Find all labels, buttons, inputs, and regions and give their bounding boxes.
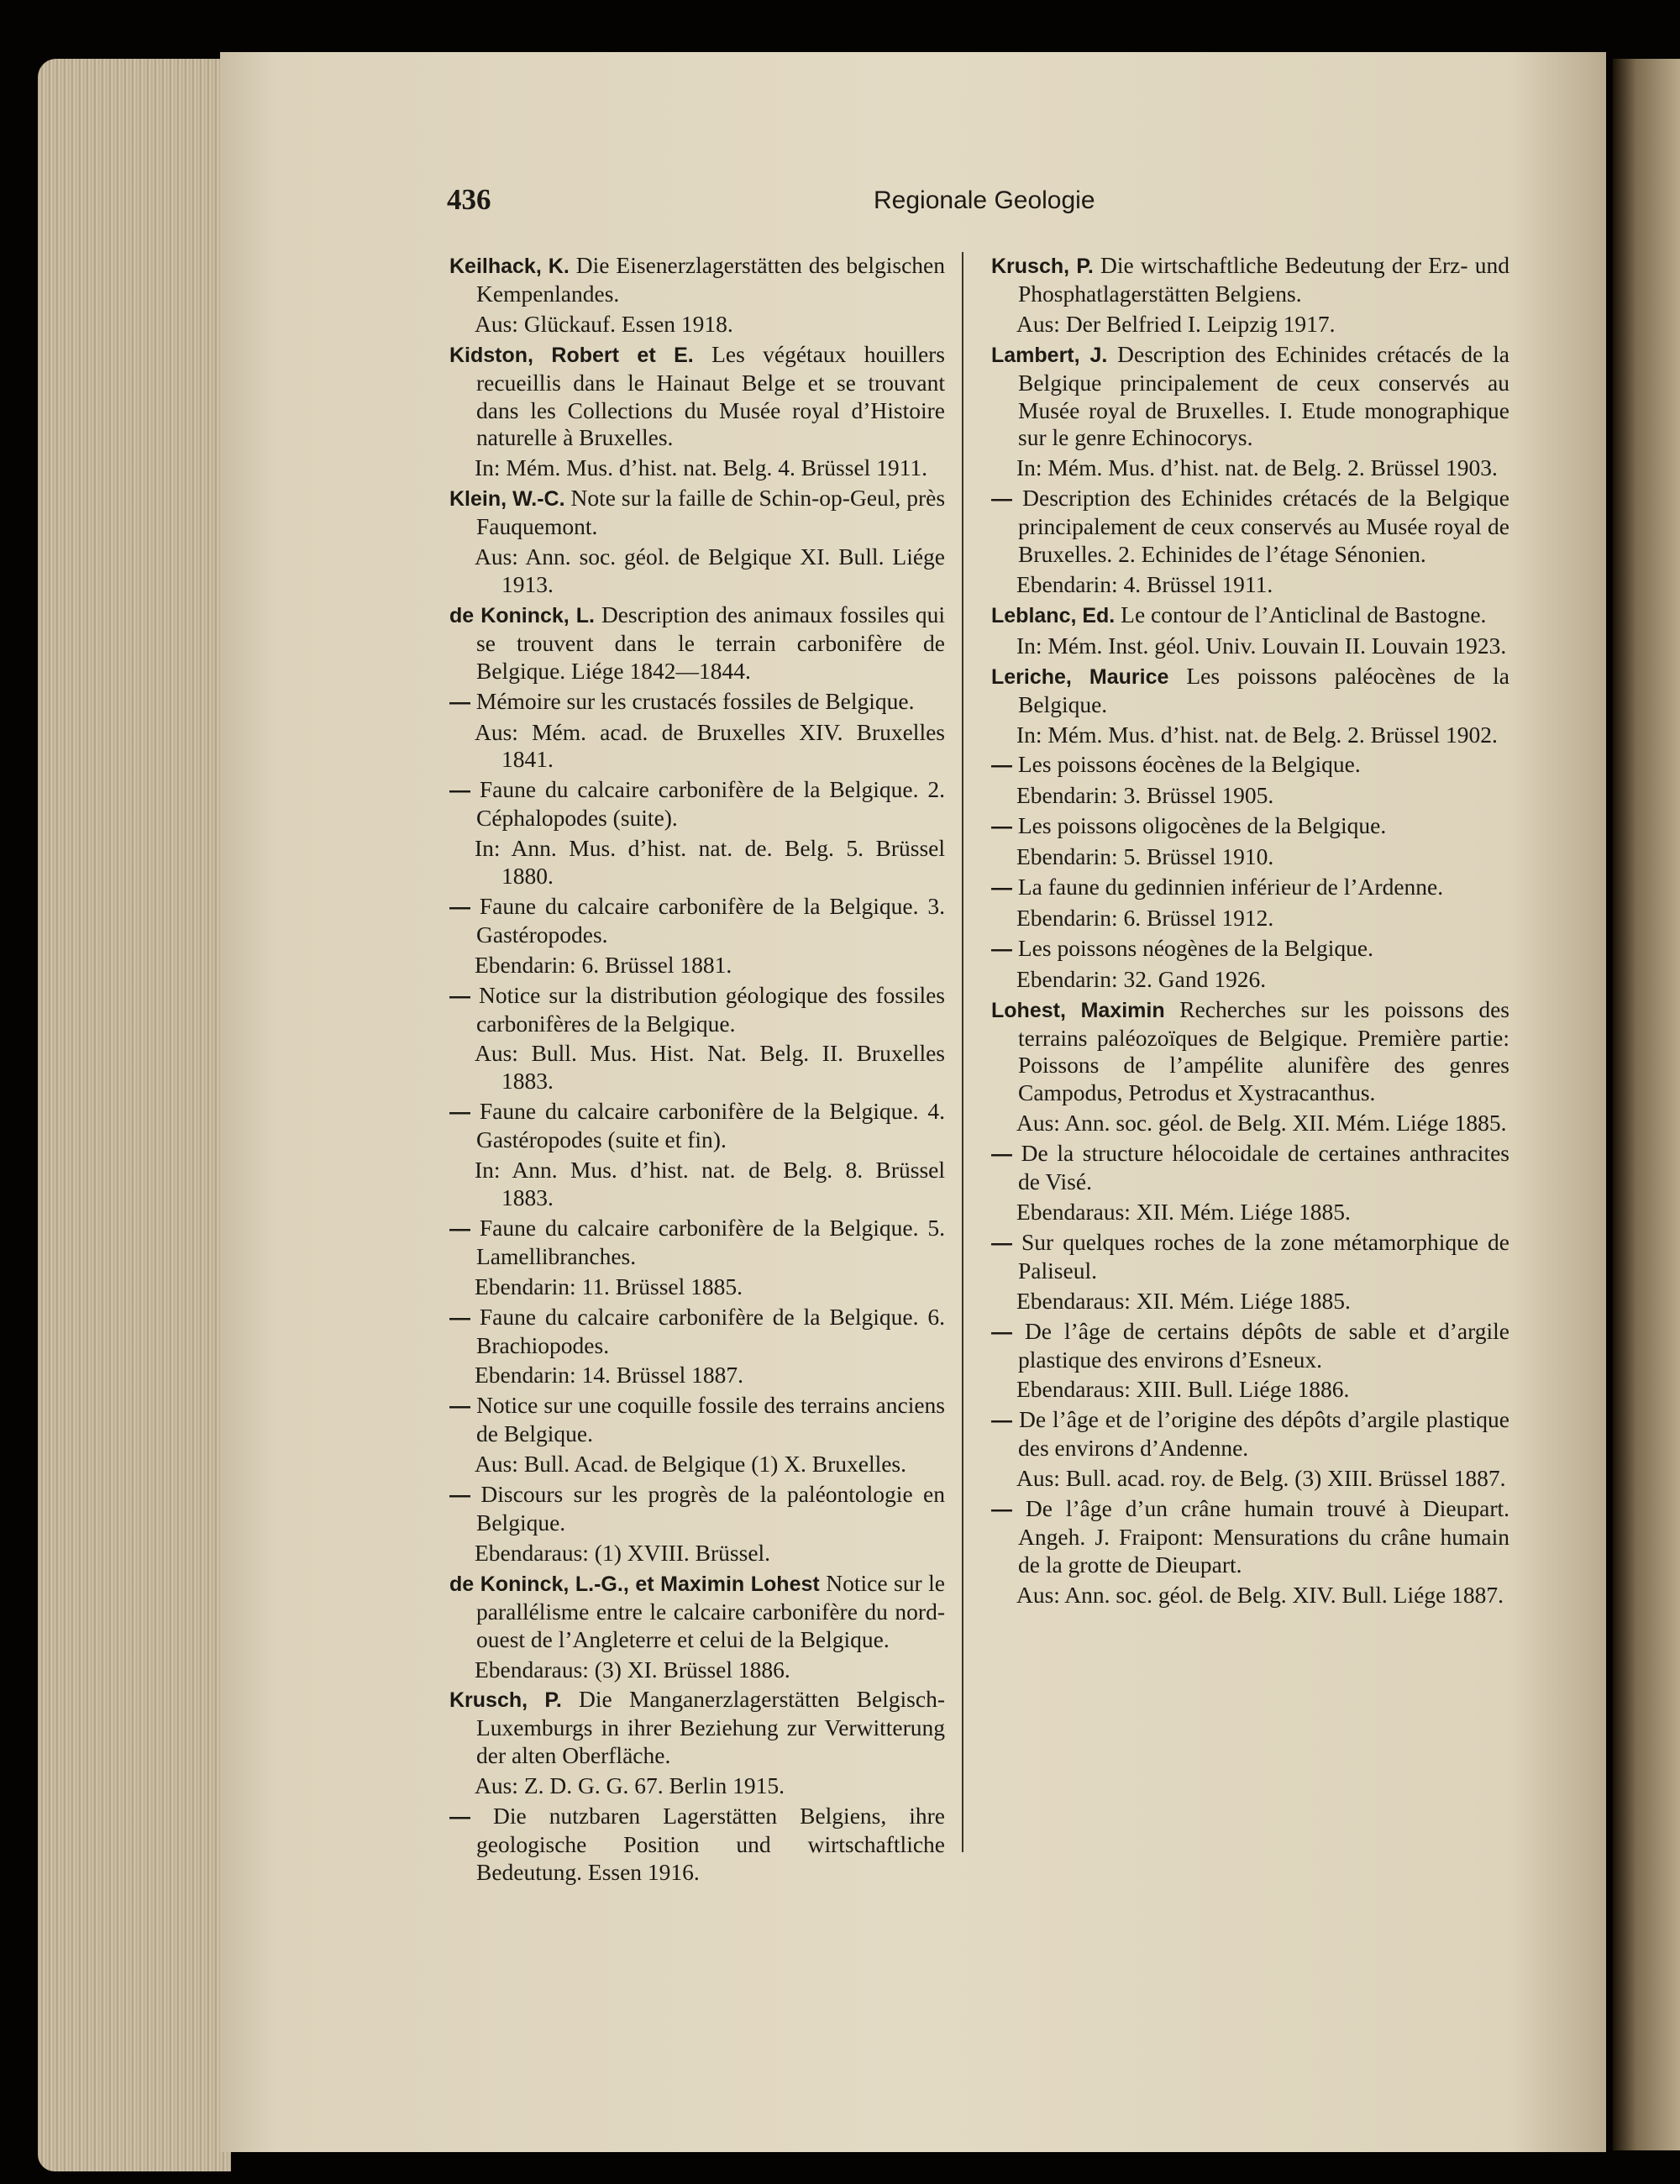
entry-title: Discours sur les progrès de la paléontologie en Belgique. bbox=[476, 1481, 946, 1536]
entry-author: Keilhack, K. bbox=[449, 255, 570, 278]
entry-author: Lohest, Maximin bbox=[991, 998, 1165, 1022]
entry-author: — bbox=[449, 1483, 470, 1508]
entry-title: De la structure hélocoidale de certaines anthracites de Visé. bbox=[1018, 1140, 1510, 1195]
entry-author: — bbox=[449, 1100, 470, 1125]
bibliography-entry bbox=[449, 485, 945, 541]
bibliography-entry bbox=[449, 252, 945, 308]
entry-author: — bbox=[449, 1216, 470, 1241]
entry-author: de Koninck, L. bbox=[449, 603, 595, 627]
entry-author: — bbox=[449, 1394, 470, 1419]
entry-source: Aus: Der Belfried I. Leipzig 1917. bbox=[1016, 310, 1336, 337]
column-divider bbox=[962, 252, 963, 1852]
entry-title: Notice sur une coquille fossile des terrains anciens de Belgique. bbox=[476, 1392, 946, 1447]
book-page-edges bbox=[38, 59, 231, 2171]
entry-title: Description des Echinides crétacés de la Belgique principalement de ceux conservés au Musée royal de Bruxelles. 2. Echinides de l’étage Sénonien. bbox=[1018, 485, 1509, 568]
entry-source: Aus: Ann. soc. géol. de Belg. XIV. Bull. Liége 1887. bbox=[1016, 1581, 1504, 1608]
entry-source: In: Ann. Mus. d’hist. nat. de Belg. 8. Brüssel 1883. bbox=[475, 1157, 945, 1210]
entry-source: Ebendaraus: XII. Mém. Liége 1885. bbox=[1016, 1199, 1351, 1225]
entry-author: — bbox=[991, 815, 1012, 839]
entry-source: Ebendaraus: XII. Mém. Liége 1885. bbox=[1016, 1287, 1351, 1314]
bibliography-entry bbox=[449, 1570, 945, 1654]
bibliography-entry bbox=[991, 935, 1509, 963]
entry-source: Aus: Mém. acad. de Bruxelles XIV. Bruxelles 1841. bbox=[475, 718, 945, 773]
entry-title: Les poissons éocènes de la Belgique. bbox=[1017, 751, 1361, 778]
bibliography-entry bbox=[991, 751, 1509, 780]
entry-author: — bbox=[449, 895, 470, 919]
entry-title: Die nutzbaren Lagerstätten Belgiens, ihre geologische Position und wirtschaftliche Bedeutung. Essen 1916. bbox=[476, 1803, 946, 1885]
entry-title: De l’âge d’un crâne humain trouvé à Dieupart. Angeh. J. Fraipont: Mensurations du crâne humain de la grotte de Dieupart. bbox=[1018, 1495, 1509, 1578]
entry-title: Die Eisenerzlagerstätten des belgischen Kempenlandes. bbox=[476, 252, 945, 307]
entry-title: Faune du calcaire carbonifère de la Belgique. 3. Gastéropodes. bbox=[476, 892, 946, 948]
entry-author: — bbox=[449, 779, 470, 803]
entry-author: Kidston, Robert et E. bbox=[449, 343, 694, 367]
bibliography-entry bbox=[991, 996, 1509, 1108]
entry-author: — bbox=[991, 876, 1012, 900]
entry-title: La faune du gedinnien inférieur de l’Ardenne. bbox=[1017, 874, 1444, 900]
entry-title: Les poissons néogènes de la Belgique. bbox=[1017, 934, 1373, 961]
entry-author: de Koninck, L.-G., et Maximin Lohest bbox=[449, 1572, 820, 1596]
bibliography-entry bbox=[991, 341, 1509, 453]
entry-title: Die wirtschaftliche Bedeutung der Erz- und Phosphatlagerstätten Belgiens. bbox=[1018, 252, 1509, 307]
bibliography-entry bbox=[449, 341, 945, 453]
bibliography-entry bbox=[991, 1229, 1509, 1285]
entry-title: Les poissons oligocènes de la Belgique. bbox=[1017, 812, 1387, 839]
bibliography-entry bbox=[449, 1098, 945, 1154]
bibliography-entry bbox=[991, 252, 1509, 308]
entry-author: Leriche, Maurice bbox=[991, 664, 1169, 689]
entry-title: Description des Echinides crétacés de la Belgique principalement de ceux conservés au Musée royal de Bruxelles. I. Etude monographique sur le genre Echinocorys. bbox=[1018, 340, 1510, 451]
entry-title: Faune du calcaire carbonifère de la Belgique. 4. Gastéropodes (suite et fin). bbox=[476, 1098, 946, 1153]
bibliography-entry bbox=[449, 1803, 945, 1887]
entry-author: Krusch, P. bbox=[991, 255, 1094, 278]
entry-source: Ebendarin: 6. Brüssel 1912. bbox=[1016, 904, 1274, 931]
entry-source: In: Mém. Inst. géol. Univ. Louvain II. Louvain 1923. bbox=[1016, 632, 1507, 659]
bibliography-entry bbox=[991, 1318, 1509, 1374]
entry-source: Ebendaraus: (3) XI. Brüssel 1886. bbox=[475, 1656, 790, 1683]
entry-source: In: Mém. Mus. d’hist. nat. de Belg. 2. Brüssel 1903. bbox=[1016, 454, 1498, 481]
entry-author: Lambert, J. bbox=[991, 343, 1108, 367]
entry-author: — bbox=[991, 1142, 1012, 1167]
entry-author: — bbox=[449, 984, 470, 1008]
entry-author: — bbox=[449, 1805, 470, 1830]
entry-author: — bbox=[991, 1498, 1012, 1522]
entry-title: Notice sur le parallélisme entre le calcaire carbonifère du nord-ouest de l’Angleterre et celui de la Belgique. bbox=[476, 1569, 945, 1652]
entry-author: — bbox=[991, 753, 1012, 778]
entry-author: — bbox=[991, 1231, 1012, 1255]
entry-source: Aus: Z. D. G. G. 67. Berlin 1915. bbox=[475, 1772, 785, 1799]
entry-source: Ebendarin: 11. Brüssel 1885. bbox=[475, 1273, 743, 1299]
bibliography-entry bbox=[449, 776, 945, 832]
entry-source: In: Mém. Mus. d’hist. nat. Belg. 4. Brüssel 1911. bbox=[475, 454, 928, 481]
bibliography-entry bbox=[449, 688, 945, 717]
bibliography-entry bbox=[449, 1686, 945, 1770]
entry-title: Note sur la faille de Schin-op-Geul, près Fauquemont. bbox=[476, 485, 946, 540]
left-column bbox=[449, 252, 945, 1889]
bibliography-entry bbox=[991, 663, 1509, 719]
entry-source: Ebendarin: 3. Brüssel 1905. bbox=[1016, 782, 1274, 809]
entry-title: Faune du calcaire carbonifère de la Belgique. 6. Brachiopodes. bbox=[476, 1303, 946, 1358]
entry-source: Aus: Ann. soc. géol. de Belg. XII. Mém. Liége 1885. bbox=[1016, 1110, 1507, 1137]
entry-source: Aus: Bull. acad. roy. de Belg. (3) XIII. Brüssel 1887. bbox=[1016, 1465, 1506, 1492]
entry-source: Ebendarin: 5. Brüssel 1910. bbox=[1016, 843, 1274, 870]
bibliography-entry bbox=[991, 874, 1509, 902]
bibliography-entry bbox=[991, 1406, 1509, 1462]
entry-source: Aus: Glückauf. Essen 1918. bbox=[475, 310, 733, 337]
entry-title: Les poissons paléocènes de la Belgique. bbox=[1018, 662, 1509, 717]
entry-source: Aus: Ann. soc. géol. de Belgique XI. Bull. Liége 1913. bbox=[475, 543, 945, 597]
bibliography-entry bbox=[449, 601, 945, 685]
bibliography-entry bbox=[991, 1140, 1509, 1196]
entry-title: Faune du calcaire carbonifère de la Belgique. 5. Lamellibranches. bbox=[476, 1214, 946, 1269]
entry-author: — bbox=[449, 690, 470, 714]
bibliography-entry bbox=[991, 812, 1509, 841]
entry-source: Ebendarin: 32. Gand 1926. bbox=[1016, 965, 1267, 992]
bibliography-entry bbox=[449, 1215, 945, 1271]
entry-title: Recherches sur les poissons des terrains paléozoïques de Belgique. Première partie: Poissons de l’ampélite alunifère des genres Campodus, Petrodus et Xystracanthus. bbox=[1018, 995, 1509, 1106]
bibliography-entry bbox=[991, 1495, 1509, 1579]
right-column bbox=[991, 252, 1509, 1612]
bibliography-entry bbox=[449, 1392, 945, 1448]
facing-page-edge bbox=[1613, 59, 1680, 2150]
bibliography-entry bbox=[449, 982, 945, 1038]
entry-author: — bbox=[991, 1320, 1012, 1344]
entry-source: Ebendaraus: XIII. Bull. Liége 1886. bbox=[1016, 1376, 1350, 1403]
entry-source: Ebendaraus: (1) XVIII. Brüssel. bbox=[475, 1539, 771, 1566]
entry-title: Le contour de l’Anticlinal de Bastogne. bbox=[1121, 601, 1487, 627]
entry-title: Sur quelques roches de la zone métamorphique de Paliseul. bbox=[1018, 1228, 1510, 1284]
entry-title: Les végétaux houillers recueillis dans le Hainaut Belge et se trouvant dans les Collections du Musée royal d’Histoire naturelle à Bruxelles. bbox=[476, 340, 946, 451]
bibliography-entry bbox=[449, 1304, 945, 1360]
entry-author: — bbox=[449, 1305, 470, 1330]
entry-author: — bbox=[991, 487, 1012, 512]
page-number: 436 bbox=[447, 183, 491, 216]
entry-source: Ebendarin: 14. Brüssel 1887. bbox=[475, 1362, 744, 1389]
entry-author: — bbox=[991, 937, 1012, 961]
running-head: Regionale Geologie bbox=[874, 186, 1095, 214]
entry-author: — bbox=[991, 1409, 1012, 1433]
bibliography-entry bbox=[991, 601, 1509, 630]
entry-author: Klein, W.-C. bbox=[449, 487, 565, 512]
bibliography-entry bbox=[449, 893, 945, 949]
entry-source: In: Mém. Mus. d’hist. nat. de Belg. 2. Brüssel 1902. bbox=[1016, 721, 1498, 748]
entry-source: In: Ann. Mus. d’hist. nat. de. Belg. 5. Brüssel 1880. bbox=[475, 835, 945, 890]
bibliography-entry bbox=[991, 485, 1509, 569]
entry-author: Leblanc, Ed. bbox=[991, 603, 1116, 627]
entry-author: Krusch, P. bbox=[449, 1688, 562, 1713]
bibliography-entry bbox=[449, 1481, 945, 1537]
entry-source: Aus: Bull. Mus. Hist. Nat. Belg. II. Bruxelles 1883. bbox=[475, 1040, 945, 1095]
entry-source: Aus: Bull. Acad. de Belgique (1) X. Bruxelles. bbox=[475, 1451, 907, 1478]
entry-title: Notice sur la distribution géologique des fossiles carbonifères de la Belgique. bbox=[476, 981, 946, 1037]
entry-source: Ebendarin: 6. Brüssel 1881. bbox=[475, 951, 732, 978]
entry-title: Die Manganerzlagerstätten Belgisch-Luxemburgs in ihrer Beziehung zur Verwitterung der alten Oberfläche. bbox=[476, 1686, 945, 1769]
entry-source: Ebendarin: 4. Brüssel 1911. bbox=[1016, 570, 1273, 597]
entry-title: Description des animaux fossiles qui se trouvent dans le terrain carbonifère de Belgique. Liége 1842—1844. bbox=[476, 601, 945, 684]
entry-title: Faune du calcaire carbonifère de la Belgique. 2. Céphalopodes (suite). bbox=[476, 776, 946, 832]
entry-title: De l’âge de certains dépôts de sable et d’argile plastique des environs d’Esneux. bbox=[1018, 1317, 1509, 1373]
entry-title: Mémoire sur les crustacés fossiles de Belgique. bbox=[475, 687, 915, 714]
entry-title: De l’âge et de l’origine des dépôts d’argile plastique des environs d’Andenne. bbox=[1018, 1406, 1509, 1462]
